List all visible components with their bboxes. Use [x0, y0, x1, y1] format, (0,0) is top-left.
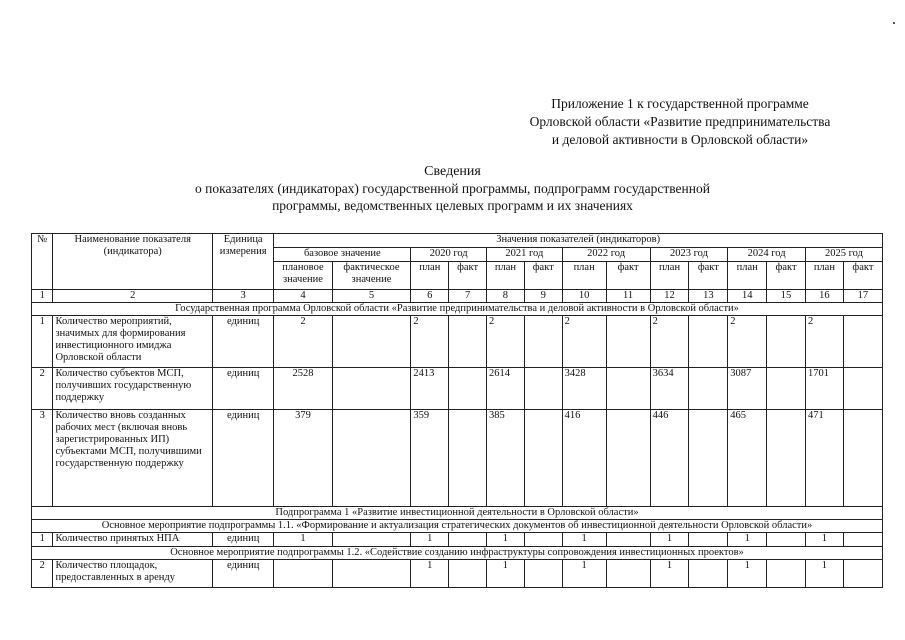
plan-2020: 359: [411, 410, 449, 507]
header-fact: факт: [449, 262, 487, 290]
fact-2021: [524, 410, 562, 507]
fact-2020: [449, 368, 487, 410]
fact-2021: [524, 560, 562, 588]
header-base: базовое значение: [274, 248, 411, 262]
header-year-2023: 2023 год: [650, 248, 728, 262]
section-measure-row: [32, 520, 883, 533]
colnum: 14: [728, 290, 767, 303]
colnum: 4: [274, 290, 332, 303]
base-fact: [332, 316, 411, 368]
section-measure-1-1: Основное мероприятие подпрограммы 1.1. «Формирование и актуализация стратегических документов об инвестиционной деятельности Орловской области»: [32, 520, 883, 533]
header-planned: плановое значение: [274, 262, 332, 290]
base-plan: 2: [274, 316, 332, 368]
row-num: 1: [32, 316, 53, 368]
fact-2024: [767, 410, 806, 507]
plan-2021: 1: [487, 533, 525, 547]
plan-2023: 3634: [650, 368, 689, 410]
header-plan: план: [411, 262, 449, 290]
fact-2025: [843, 533, 882, 547]
header-year-2021: 2021 год: [487, 248, 563, 262]
colnum: 6: [411, 290, 449, 303]
plan-2020: 2: [411, 316, 449, 368]
header-plan: план: [728, 262, 767, 290]
header-fact: факт: [689, 262, 728, 290]
colnum: 13: [689, 290, 728, 303]
plan-2023: 2: [650, 316, 689, 368]
fact-2022: [606, 316, 650, 368]
header-actual: фактическое значение: [332, 262, 411, 290]
fact-2021: [524, 533, 562, 547]
fact-2025: [843, 410, 882, 507]
header-year-2020: 2020 год: [411, 248, 487, 262]
plan-2021: 2614: [487, 368, 525, 410]
fact-2022: [606, 560, 650, 588]
fact-2024: [767, 560, 806, 588]
column-numbers-row: [32, 290, 883, 303]
table-row: [32, 410, 883, 507]
section-subprogram-row: [32, 507, 883, 520]
row-num: 1: [32, 533, 53, 547]
plan-2025: 471: [805, 410, 843, 507]
plan-2025: 1: [805, 560, 843, 588]
header-unit: Единица измерения: [212, 234, 273, 290]
section-program: Государственная программа Орловской области «Развитие предпринимательства и деловой активности в Орловской области»: [32, 303, 883, 316]
colnum: 11: [606, 290, 650, 303]
fact-2020: [449, 533, 487, 547]
header-fact: факт: [767, 262, 806, 290]
fact-2023: [689, 533, 728, 547]
plan-2024: 1: [728, 560, 767, 588]
fact-2022: [606, 533, 650, 547]
fact-2025: [843, 368, 882, 410]
colnum: 10: [562, 290, 606, 303]
appendix-line-1: Приложение 1 к государственной программе: [551, 96, 809, 111]
base-fact: [332, 560, 411, 588]
plan-2023: 1: [650, 560, 689, 588]
base-plan: 379: [274, 410, 332, 507]
fact-2023: [689, 560, 728, 588]
header-fact: факт: [606, 262, 650, 290]
colnum: 2: [53, 290, 213, 303]
row-unit: единиц: [212, 316, 273, 368]
plan-2023: 446: [650, 410, 689, 507]
colnum: 17: [843, 290, 882, 303]
heading-title: Сведения: [424, 164, 481, 179]
header-fact: факт: [843, 262, 882, 290]
fact-2024: [767, 368, 806, 410]
plan-2021: 385: [487, 410, 525, 507]
heading-line-2: программы, ведомственных целевых программ и их значениях: [272, 198, 633, 213]
plan-2020: 1: [411, 533, 449, 547]
table-row: [32, 316, 883, 368]
header-plan: план: [562, 262, 606, 290]
row-unit: единиц: [212, 410, 273, 507]
fact-2020: [449, 316, 487, 368]
colnum: 3: [212, 290, 273, 303]
indicators-table: [31, 233, 883, 588]
fact-2020: [449, 410, 487, 507]
base-plan: 2528: [274, 368, 332, 410]
colnum: 5: [332, 290, 411, 303]
row-name: Количество мероприятий, значимых для формирования инвестиционного имиджа Орловской области: [53, 316, 213, 368]
header-year-2022: 2022 год: [562, 248, 650, 262]
fact-2022: [606, 368, 650, 410]
plan-2022: 416: [562, 410, 606, 507]
base-fact: [332, 533, 411, 547]
header-plan: план: [487, 262, 525, 290]
colnum: 12: [650, 290, 689, 303]
colnum: 7: [449, 290, 487, 303]
plan-2020: 2413: [411, 368, 449, 410]
colnum: 16: [805, 290, 843, 303]
appendix-line-2: Орловской области «Развитие предпринимательства: [529, 114, 831, 129]
plan-2024: 3087: [728, 368, 767, 410]
scan-speck: [893, 22, 895, 24]
fact-2024: [767, 533, 806, 547]
table-row: [32, 368, 883, 410]
base-fact: [332, 368, 411, 410]
row-name: Количество площадок, предоставленных в аренду: [53, 560, 213, 588]
header-fact: факт: [524, 262, 562, 290]
section-program-row: [32, 303, 883, 316]
fact-2022: [606, 410, 650, 507]
table-row: [32, 560, 883, 588]
header-year-2025: 2025 год: [805, 248, 882, 262]
plan-2025: 1: [805, 533, 843, 547]
header-values: Значения показателей (индикаторов): [274, 234, 883, 248]
row-unit: единиц: [212, 533, 273, 547]
section-measure-1-2: Основное мероприятие подпрограммы 1.2. «Содействие созданию инфраструктуры сопровождения инвестиционных проектов»: [32, 547, 883, 560]
document-heading: [140, 163, 765, 214]
plan-2024: 465: [728, 410, 767, 507]
base-plan: 1: [274, 533, 332, 547]
plan-2021: 1: [487, 560, 525, 588]
row-unit: единиц: [212, 368, 273, 410]
plan-2023: 1: [650, 533, 689, 547]
plan-2021: 2: [487, 316, 525, 368]
section-measure-row: [32, 547, 883, 560]
plan-2022: 1: [562, 533, 606, 547]
fact-2025: [843, 560, 882, 588]
plan-2024: 1: [728, 533, 767, 547]
base-fact: [332, 410, 411, 507]
header-row-1: [32, 234, 883, 248]
plan-2022: 3428: [562, 368, 606, 410]
row-unit: единиц: [212, 560, 273, 588]
header-plan: план: [650, 262, 689, 290]
header-num: №: [32, 234, 53, 290]
appendix-caption: [500, 95, 860, 149]
row-num: 3: [32, 410, 53, 507]
colnum: 9: [524, 290, 562, 303]
plan-2022: 2: [562, 316, 606, 368]
header-name: Наименование показателя (индикатора): [53, 234, 213, 290]
fact-2023: [689, 410, 728, 507]
fact-2024: [767, 316, 806, 368]
row-name: Количество принятых НПА: [53, 533, 213, 547]
colnum: 15: [767, 290, 806, 303]
row-name: Количество вновь созданных рабочих мест (включая вновь зарегистрированных ИП) субъектами МСП, получившими государственную поддержку: [53, 410, 213, 507]
plan-2025: 2: [805, 316, 843, 368]
colnum: 8: [487, 290, 525, 303]
section-subprogram-1: Подпрограмма 1 «Развитие инвестиционной деятельности в Орловской области»: [32, 507, 883, 520]
plan-2020: 1: [411, 560, 449, 588]
fact-2023: [689, 316, 728, 368]
plan-2022: 1: [562, 560, 606, 588]
header-plan: план: [805, 262, 843, 290]
heading-line-1: о показателях (индикаторах) государственной программы, подпрограмм государственной: [195, 181, 710, 196]
colnum: 1: [32, 290, 53, 303]
fact-2021: [524, 368, 562, 410]
fact-2020: [449, 560, 487, 588]
base-plan: [274, 560, 332, 588]
appendix-line-3: и деловой активности в Орловской области»: [551, 132, 809, 147]
fact-2021: [524, 316, 562, 368]
row-num: 2: [32, 560, 53, 588]
header-year-2024: 2024 год: [728, 248, 806, 262]
row-num: 2: [32, 368, 53, 410]
table-row: [32, 533, 883, 547]
plan-2024: 2: [728, 316, 767, 368]
fact-2025: [843, 316, 882, 368]
plan-2025: 1701: [805, 368, 843, 410]
fact-2023: [689, 368, 728, 410]
row-name: Количество субъектов МСП, получивших государственную поддержку: [53, 368, 213, 410]
